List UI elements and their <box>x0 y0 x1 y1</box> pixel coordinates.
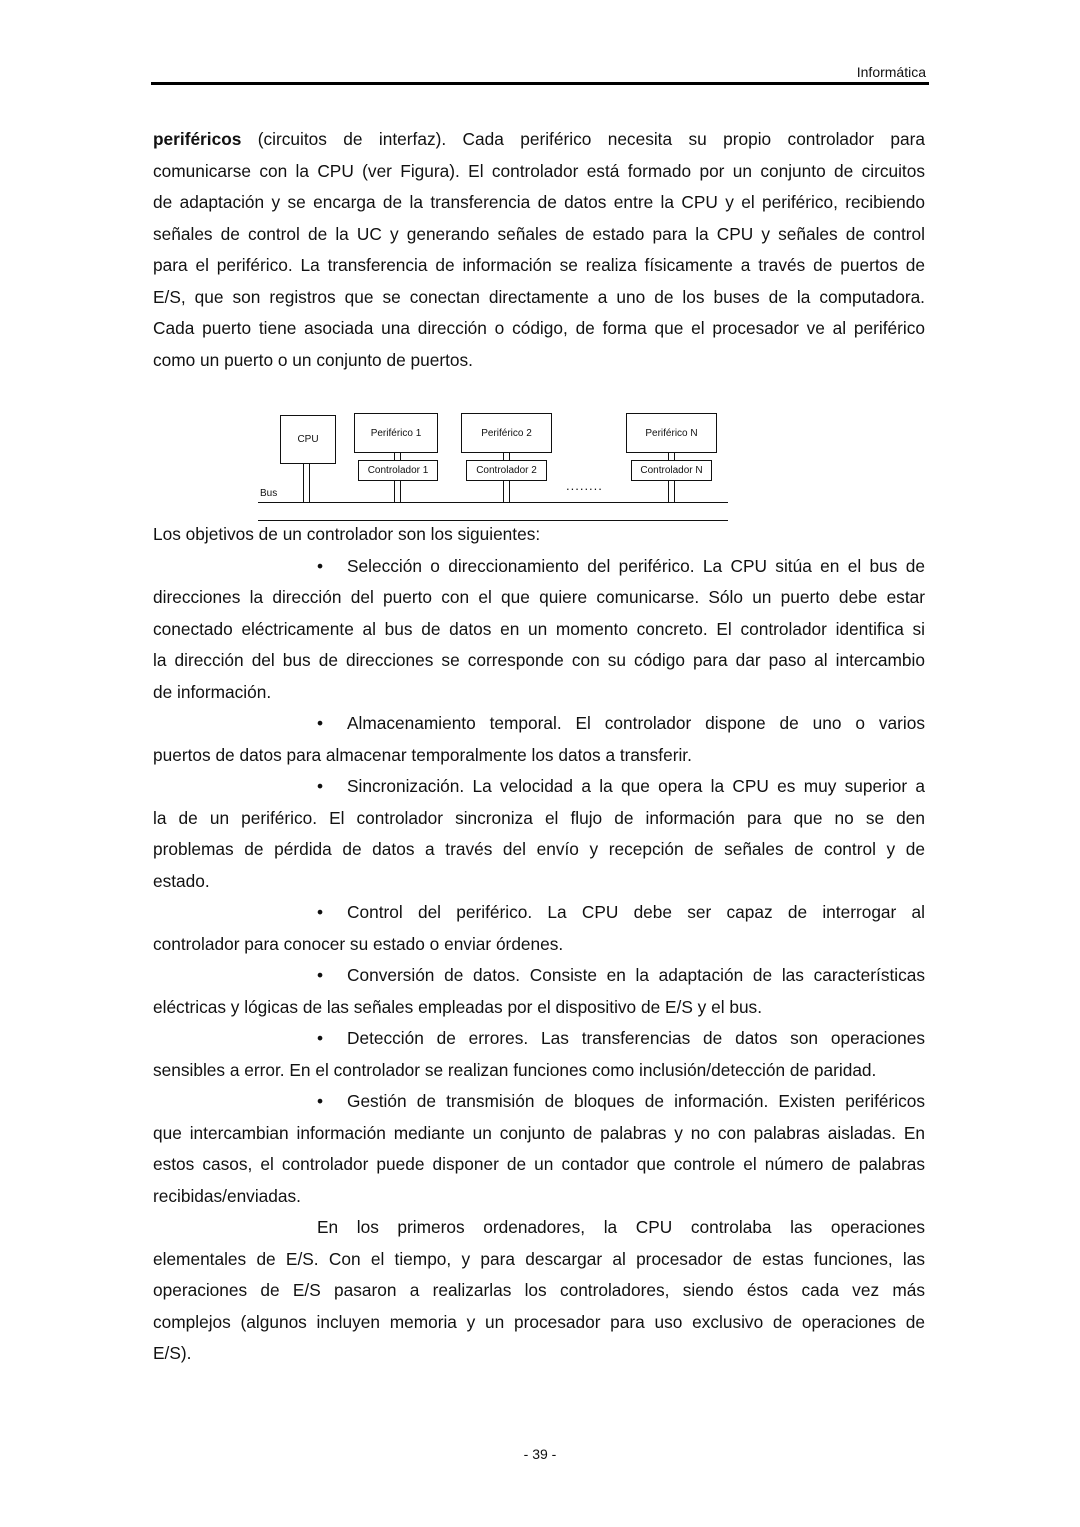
text-line <box>153 1338 925 1370</box>
line-text: (circuitos de interfaz). Cada periférico necesita su propio controlador para <box>241 129 925 149</box>
text-line <box>153 866 925 898</box>
line-text: la dirección del bus de direcciones se corresponde con su código para dar paso al intercambio <box>153 650 925 670</box>
bullet-icon: • <box>317 1028 324 1048</box>
line-text: recibidas/enviadas. <box>153 1185 301 1206</box>
link <box>668 480 675 502</box>
line-text: complejos (algunos incluyen memoria y un procesador para uso exclusivo de operaciones de <box>153 1311 925 1332</box>
line-text: de información. <box>153 681 272 702</box>
controller-box <box>358 460 438 481</box>
bullet-icon: • <box>317 965 324 985</box>
bullet-item-line <box>153 771 925 803</box>
line-text: Cada puerto tiene asociada una dirección o código, de forma que el procesador ve al periférico <box>153 318 925 338</box>
cpu-label: CPU <box>297 434 319 445</box>
line-text: E/S). <box>153 1343 192 1363</box>
link <box>503 452 510 460</box>
line-text: conectado eléctricamente al bus de datos en un momento concreto. El controlador identifica si <box>153 618 925 639</box>
line-text: Conversión de datos. Consiste en la adaptación de las características <box>347 965 925 985</box>
line-text: En los primeros ordenadores, la CPU controlaba las operaciones <box>317 1217 925 1237</box>
line-text: la de un periférico. El controlador sincroniza el flujo de información para que no se den <box>153 807 925 828</box>
text-line <box>153 929 925 961</box>
text-line <box>153 1244 925 1276</box>
text-line <box>153 1212 925 1244</box>
bullet-item-line <box>153 1023 925 1055</box>
line-text: como un puerto o un conjunto de puertos. <box>153 349 473 370</box>
bullet-icon: • <box>317 902 324 922</box>
text-line <box>153 677 925 709</box>
text-line <box>153 1307 925 1339</box>
line-text: Los objetivos de un controlador son los siguientes: <box>153 524 541 544</box>
bullet-item-line <box>153 1086 925 1118</box>
controller-label: Controlador 1 <box>367 465 429 476</box>
text-line <box>153 519 925 551</box>
line-text: elementales de E/S. Con el tiempo, y para descargar al procesador de estas funciones, las <box>153 1248 925 1269</box>
peripheral-box <box>626 413 717 453</box>
line-text: direcciones la dirección del puerto con el que quiere comunicarse. Sólo un puerto debe estar <box>153 587 925 607</box>
line-text: problemas de pérdida de datos a través del envío y recepción de señales de control y de <box>153 839 925 859</box>
cpu-box <box>280 415 336 464</box>
peripheral-label: Periférico 1 <box>370 427 422 439</box>
text-line <box>153 1181 925 1213</box>
text-line <box>153 187 925 219</box>
line-text: eléctricas y lógicas de las señales empleadas por el dispositivo de E/S y el bus. <box>153 996 763 1017</box>
text-line <box>153 834 925 866</box>
bullet-item-line <box>153 897 925 929</box>
line-text: Almacenamiento temporal. El controlador dispone de uno o varios <box>347 713 925 733</box>
controller-label: Controlador 2 <box>476 465 537 476</box>
text-line <box>153 345 925 377</box>
bullet-item-line <box>153 551 925 583</box>
bus-line <box>258 502 728 503</box>
text-line <box>153 1055 925 1087</box>
link <box>394 452 401 460</box>
line-text: señales de control de la UC y generando señales de estado para la CPU y señales de control <box>153 223 925 244</box>
body-text <box>153 519 925 1370</box>
line-text: puertos de datos para almacenar temporalmente los datos a transferir. <box>153 744 692 765</box>
line-text: Gestión de transmisión de bloques de información. Existen periféricos <box>347 1091 925 1111</box>
text-line <box>153 219 925 251</box>
text-line <box>153 282 925 314</box>
line-text: controlador para conocer su estado o enviar órdenes. <box>153 933 564 954</box>
controller-label: Controlador N <box>640 465 703 476</box>
text-line <box>153 1118 925 1150</box>
text-line <box>153 250 925 282</box>
line-text: Sincronización. La velocidad a la que opera la CPU es muy superior a <box>347 776 925 796</box>
intro-paragraph <box>153 124 925 376</box>
text-line <box>153 803 925 835</box>
bullet-icon: • <box>317 713 324 733</box>
line-text: Control del periférico. La CPU debe ser capaz de interrogar al <box>347 902 925 922</box>
peripheral-box <box>354 413 438 453</box>
bullet-item-line <box>153 960 925 992</box>
line-text: Detección de errores. Las transferencias de datos son operaciones <box>347 1028 925 1048</box>
text-line <box>153 740 925 772</box>
text-line <box>153 124 925 156</box>
text-line <box>153 1275 925 1307</box>
line-text: operaciones de E/S pasaron a realizarlas los controladores, siendo éstos cada vez más <box>153 1280 925 1300</box>
line-text: Selección o direccionamiento del periférico. La CPU sitúa en el bus de <box>347 555 925 576</box>
text-line <box>153 614 925 646</box>
line-text: para el periférico. La transferencia de información se realiza físicamente a través de puertos de <box>153 255 925 275</box>
line-text: que intercambian información mediante un conjunto de palabras y no con palabras aisladas. En <box>153 1122 925 1143</box>
link <box>394 480 401 502</box>
text-line <box>153 582 925 614</box>
controller-box <box>631 460 712 481</box>
bold-term: periféricos <box>153 129 242 149</box>
line-text: E/S, que son registros que se conectan directamente a uno de los buses de la computadora. <box>153 286 925 307</box>
line-text: estado. <box>153 870 210 891</box>
text-line <box>153 645 925 677</box>
bullet-icon: • <box>317 776 324 796</box>
line-text: de adaptación y se encarga de la transferencia de datos entre la CPU y el periférico, recibiendo <box>153 192 925 212</box>
text-line <box>153 156 925 188</box>
bullet-icon: • <box>317 555 324 576</box>
header-rule <box>151 82 929 85</box>
controller-box <box>466 460 547 481</box>
peripheral-label: Periférico 2 <box>481 427 532 439</box>
ellipsis: ........ <box>566 478 603 493</box>
page-number: - 39 - <box>523 1446 557 1462</box>
peripheral-label: Periférico N <box>645 427 698 439</box>
line-text: estos casos, el controlador puede disponer de un contador que controle el número de palabras <box>153 1154 925 1174</box>
bullet-item-line <box>153 708 925 740</box>
text-line <box>153 1149 925 1181</box>
text-line <box>153 313 925 345</box>
line-text: comunicarse con la CPU (ver Figura). El controlador está formado por un conjunto de circuitos <box>153 160 925 181</box>
link <box>668 452 675 460</box>
running-header: Informática <box>856 64 926 80</box>
link <box>503 480 510 502</box>
peripheral-box <box>461 413 552 453</box>
bus-label: Bus <box>260 488 278 499</box>
bullet-icon: • <box>317 1091 324 1111</box>
text-line <box>153 992 925 1024</box>
line-text: sensibles a error. En el controlador se realizan funciones como inclusión/detección de paridad. <box>153 1059 877 1080</box>
cpu-bus-link <box>303 463 310 502</box>
